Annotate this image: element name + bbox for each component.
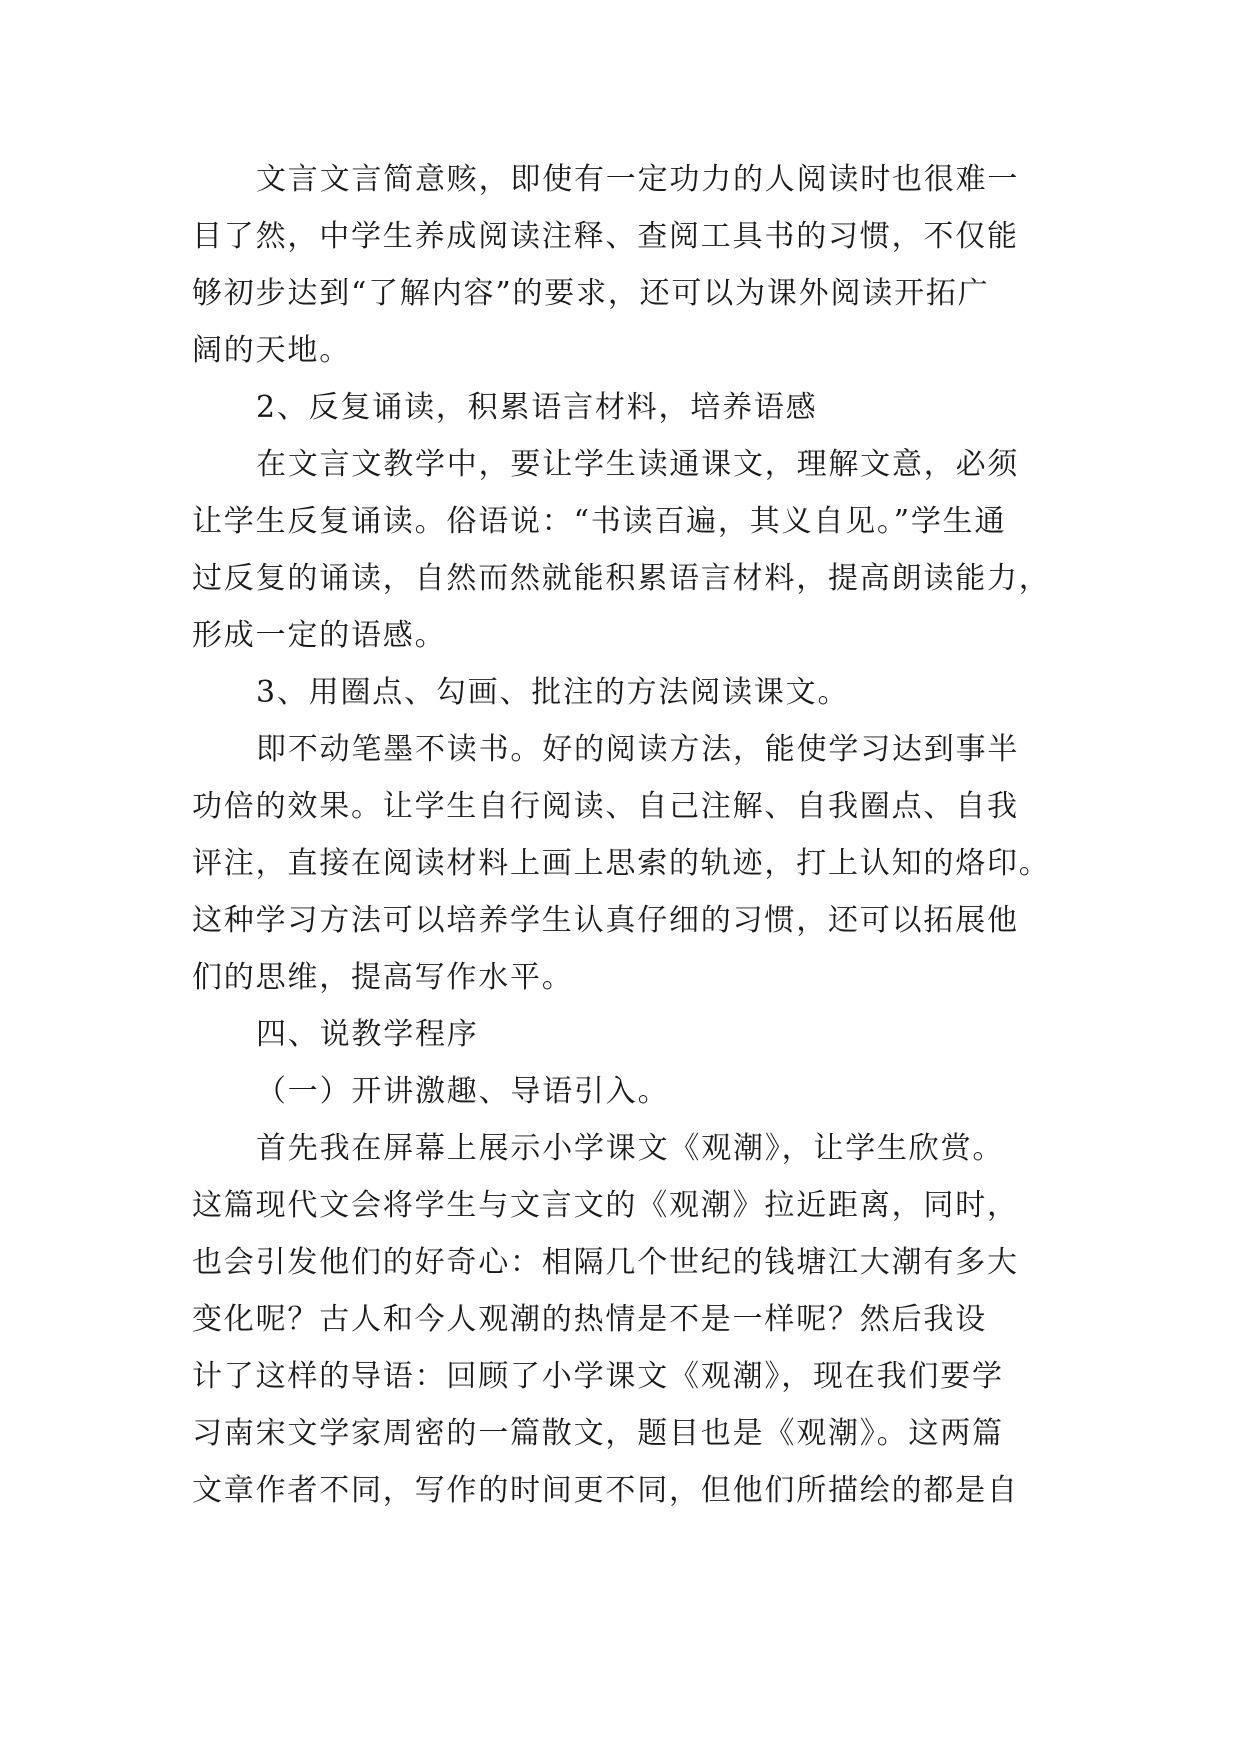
text-line: 即不动笔墨不读书。好的阅读方法，能使学习达到事半	[256, 732, 1020, 767]
text-line: 计了这样的导语：回顾了小学课文《观潮》，现在我们要学	[192, 1359, 1004, 1394]
text-line: 这种学习方法可以培养学生认真仔细的习惯，还可以拓展他	[192, 903, 1019, 938]
text-line: 阔的天地。	[192, 333, 351, 368]
text-line: 目了然，中学生养成阅读注释、查阅工具书的习惯，不仅能	[192, 219, 1019, 254]
text-line: 形成一定的语感。	[192, 618, 447, 653]
text-line: 够初步达到“了解内容”的要求，还可以为课外阅读开拓广	[192, 276, 990, 311]
text-line: 们的思维，提高写作水平。	[192, 960, 574, 995]
text-line: 首先我在屏幕上展示小学课文《观潮》，让学生欣赏。	[256, 1131, 1005, 1166]
text-line: 在文言文教学中，要让学生读通课文，理解文意，必须	[256, 447, 1020, 482]
text-line: 评注，直接在阅读材料上画上思索的轨迹，打上认知的烙印。	[192, 846, 1051, 881]
text-line: 文章作者不同，写作的时间更不同，但他们所描绘的都是自	[192, 1473, 1019, 1508]
text-line: 文言文言简意赅，即使有一定功力的人阅读时也很难一	[256, 162, 1020, 197]
text-line: 这篇现代文会将学生与文言文的《观潮》拉近距离，同时，	[192, 1188, 1019, 1223]
section-heading: 2、反复诵读，积累语言材料，培养语感	[256, 390, 818, 425]
text-line: 变化呢？古人和今人观潮的热情是不是一样呢？然后我设	[192, 1302, 987, 1337]
subsection-heading: （一）开讲激趣、导语引入。	[256, 1074, 670, 1109]
text-line: 让学生反复诵读。俗语说：“书读百遍，其义自见。”学生通	[192, 504, 1007, 539]
text-line: 功倍的效果。让学生自行阅读、自己注解、自我圈点、自我	[192, 789, 1019, 824]
text-line: 也会引发他们的好奇心：相隔几个世纪的钱塘江大潮有多大	[192, 1245, 1019, 1280]
text-line: 过反复的诵读，自然而然就能积累语言材料，提高朗读能力，	[192, 561, 1051, 596]
section-heading: 3、用圈点、勾画、批注的方法阅读课文。	[256, 675, 850, 710]
text-line: 习南宋文学家周密的一篇散文，题目也是《观潮》。这两篇	[192, 1416, 1004, 1451]
section-heading: 四、说教学程序	[256, 1017, 479, 1052]
